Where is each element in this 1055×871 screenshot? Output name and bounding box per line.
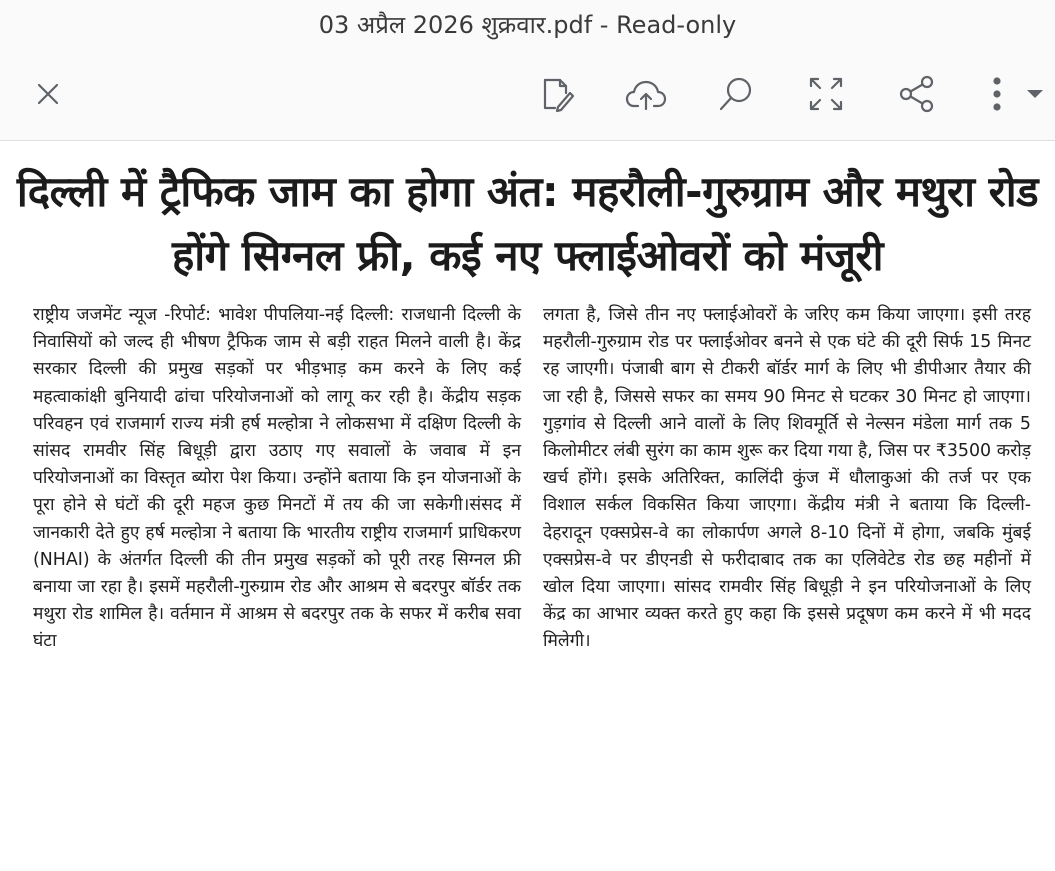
search-button[interactable]	[710, 70, 762, 118]
headline-line-1: दिल्ली में ट्रैफिक जाम का होगा अंत: महरौली-गुरुग्राम और मथुरा रोड	[16, 167, 1039, 216]
toolbar	[0, 48, 1055, 141]
close-button[interactable]	[22, 70, 74, 118]
share-icon	[897, 74, 937, 114]
headline-line-2: होंगे सिग्नल फ्री, कई नए फ्लाईओवरों को मंजूरी	[171, 231, 883, 280]
window-title-bar	[0, 0, 1055, 48]
pdf-page[interactable]	[0, 142, 1055, 871]
article-left-column: राष्ट्रीय जजमेंट न्यूज -रिपोर्ट: भावेश पीपलिया-नई दिल्ली: राजधानी दिल्ली के निवासियों को जल्द ही भीषण ट्रैफिक जाम से बड़ी राहत मिलने वाली है। केंद्र सरकार दिल्ली की प्रमुख सड़कों पर भीड़भाड़ कम करने के लिए कई महत्वाकांक्षी बुनियादी ढांचा परियोजनाओं को लागू कर रही है। केंद्रीय सड़क परिवहन एवं राजमार्ग राज्य मंत्री हर्ष मल्होत्रा ने लोकसभा में दक्षिण दिल्ली के सांसद रामवीर सिंह बिधूड़ी द्वारा उठाए गए सवालों के जवाब में इन परियोजनाओं का विस्तृत ब्योरा पेश किया। उन्होंने बताया कि इन योजनाओं के पूरा होने से घंटों की दूरी महज कुछ मिनटों में तय की जा सकेगी।संसद में जानकारी देते हुए हर्ष मल्होत्रा ने बताया कि भारतीय राष्ट्रीय राजमार्ग प्राधिकरण (NHAI) के अंतर्गत दिल्ली की तीन प्रमुख सड़कों को पूरी तरह सिग्नल फ्री बनाया जा रहा है। इसमें महरौली-गुरुग्राम रोड और आश्रम से बदरपुर बॉर्डर तक मथुरा रोड शामिल है। वर्तमान में आश्रम से बदरपुर तक के सफर में करीब सवा घंटा	[33, 305, 521, 652]
edit-pdf-icon	[536, 74, 576, 114]
more-options-button[interactable]	[982, 70, 1012, 118]
more-dropdown-button[interactable]	[1018, 70, 1052, 118]
more-vert-icon	[991, 74, 1003, 114]
edit-button[interactable]	[530, 70, 582, 118]
article-right-column: लगता है, जिसे तीन नए फ्लाईओवरों के जरिए कम किया जाएगा। इसी तरह महरौली-गुरुग्राम रोड पर फ्लाईओवर बनने से एक घंटे की दूरी सिर्फ 15 मिनट रह जाएगी। पंजाबी बाग से टीकरी बॉर्डर मार्ग के लिए भी डीपीआर तैयार की जा रही है, जिससे सफर का समय 90 मिनट से घटकर 30 मिनट हो जाएगा।गुड़गांव से दिल्ली आने वालों के लिए शिवमूर्ति से नेल्सन मंडेला मार्ग तक 5 किलोमीटर लंबी सुरंग का काम शुरू कर दिया गया है, जिस पर ₹3500 करोड़ खर्च होंगे। इसके अतिरिक्त, कालिंदी कुंज में धौलाकुआं की तर्ज पर एक विशाल सर्कल विकसित किया जाएगा। केंद्रीय मंत्री ने बताया कि दिल्ली-देहरादून एक्सप्रेस-वे का लोकार्पण अगले 8-10 दिनों में होगा, जबकि मुंबई एक्सप्रेस-वे पर डीएनडी से फरीदाबाद तक का एलिवेटेड रोड छह महीनों में खोल दिया जाएगा। सांसद रामवीर सिंह बिधूड़ी ने इन परियोजनाओं के लिए केंद्र का आभार व्यक्त करते हुए कहा कि इससे प्रदूषण कम करने में भी मदद मिलेगी।	[543, 305, 1031, 652]
upload-button[interactable]	[620, 70, 672, 118]
fullscreen-icon	[807, 75, 845, 113]
article-headline	[0, 160, 1055, 288]
fullscreen-button[interactable]	[800, 70, 852, 118]
search-icon	[716, 74, 756, 114]
upload-cloud-icon	[624, 76, 668, 112]
close-icon	[35, 81, 61, 107]
share-button[interactable]	[891, 70, 943, 118]
dropdown-caret-icon	[1025, 87, 1045, 101]
window-title: 03 अप्रैल 2026 शुक्रवार.pdf - Read-only	[318, 10, 737, 39]
